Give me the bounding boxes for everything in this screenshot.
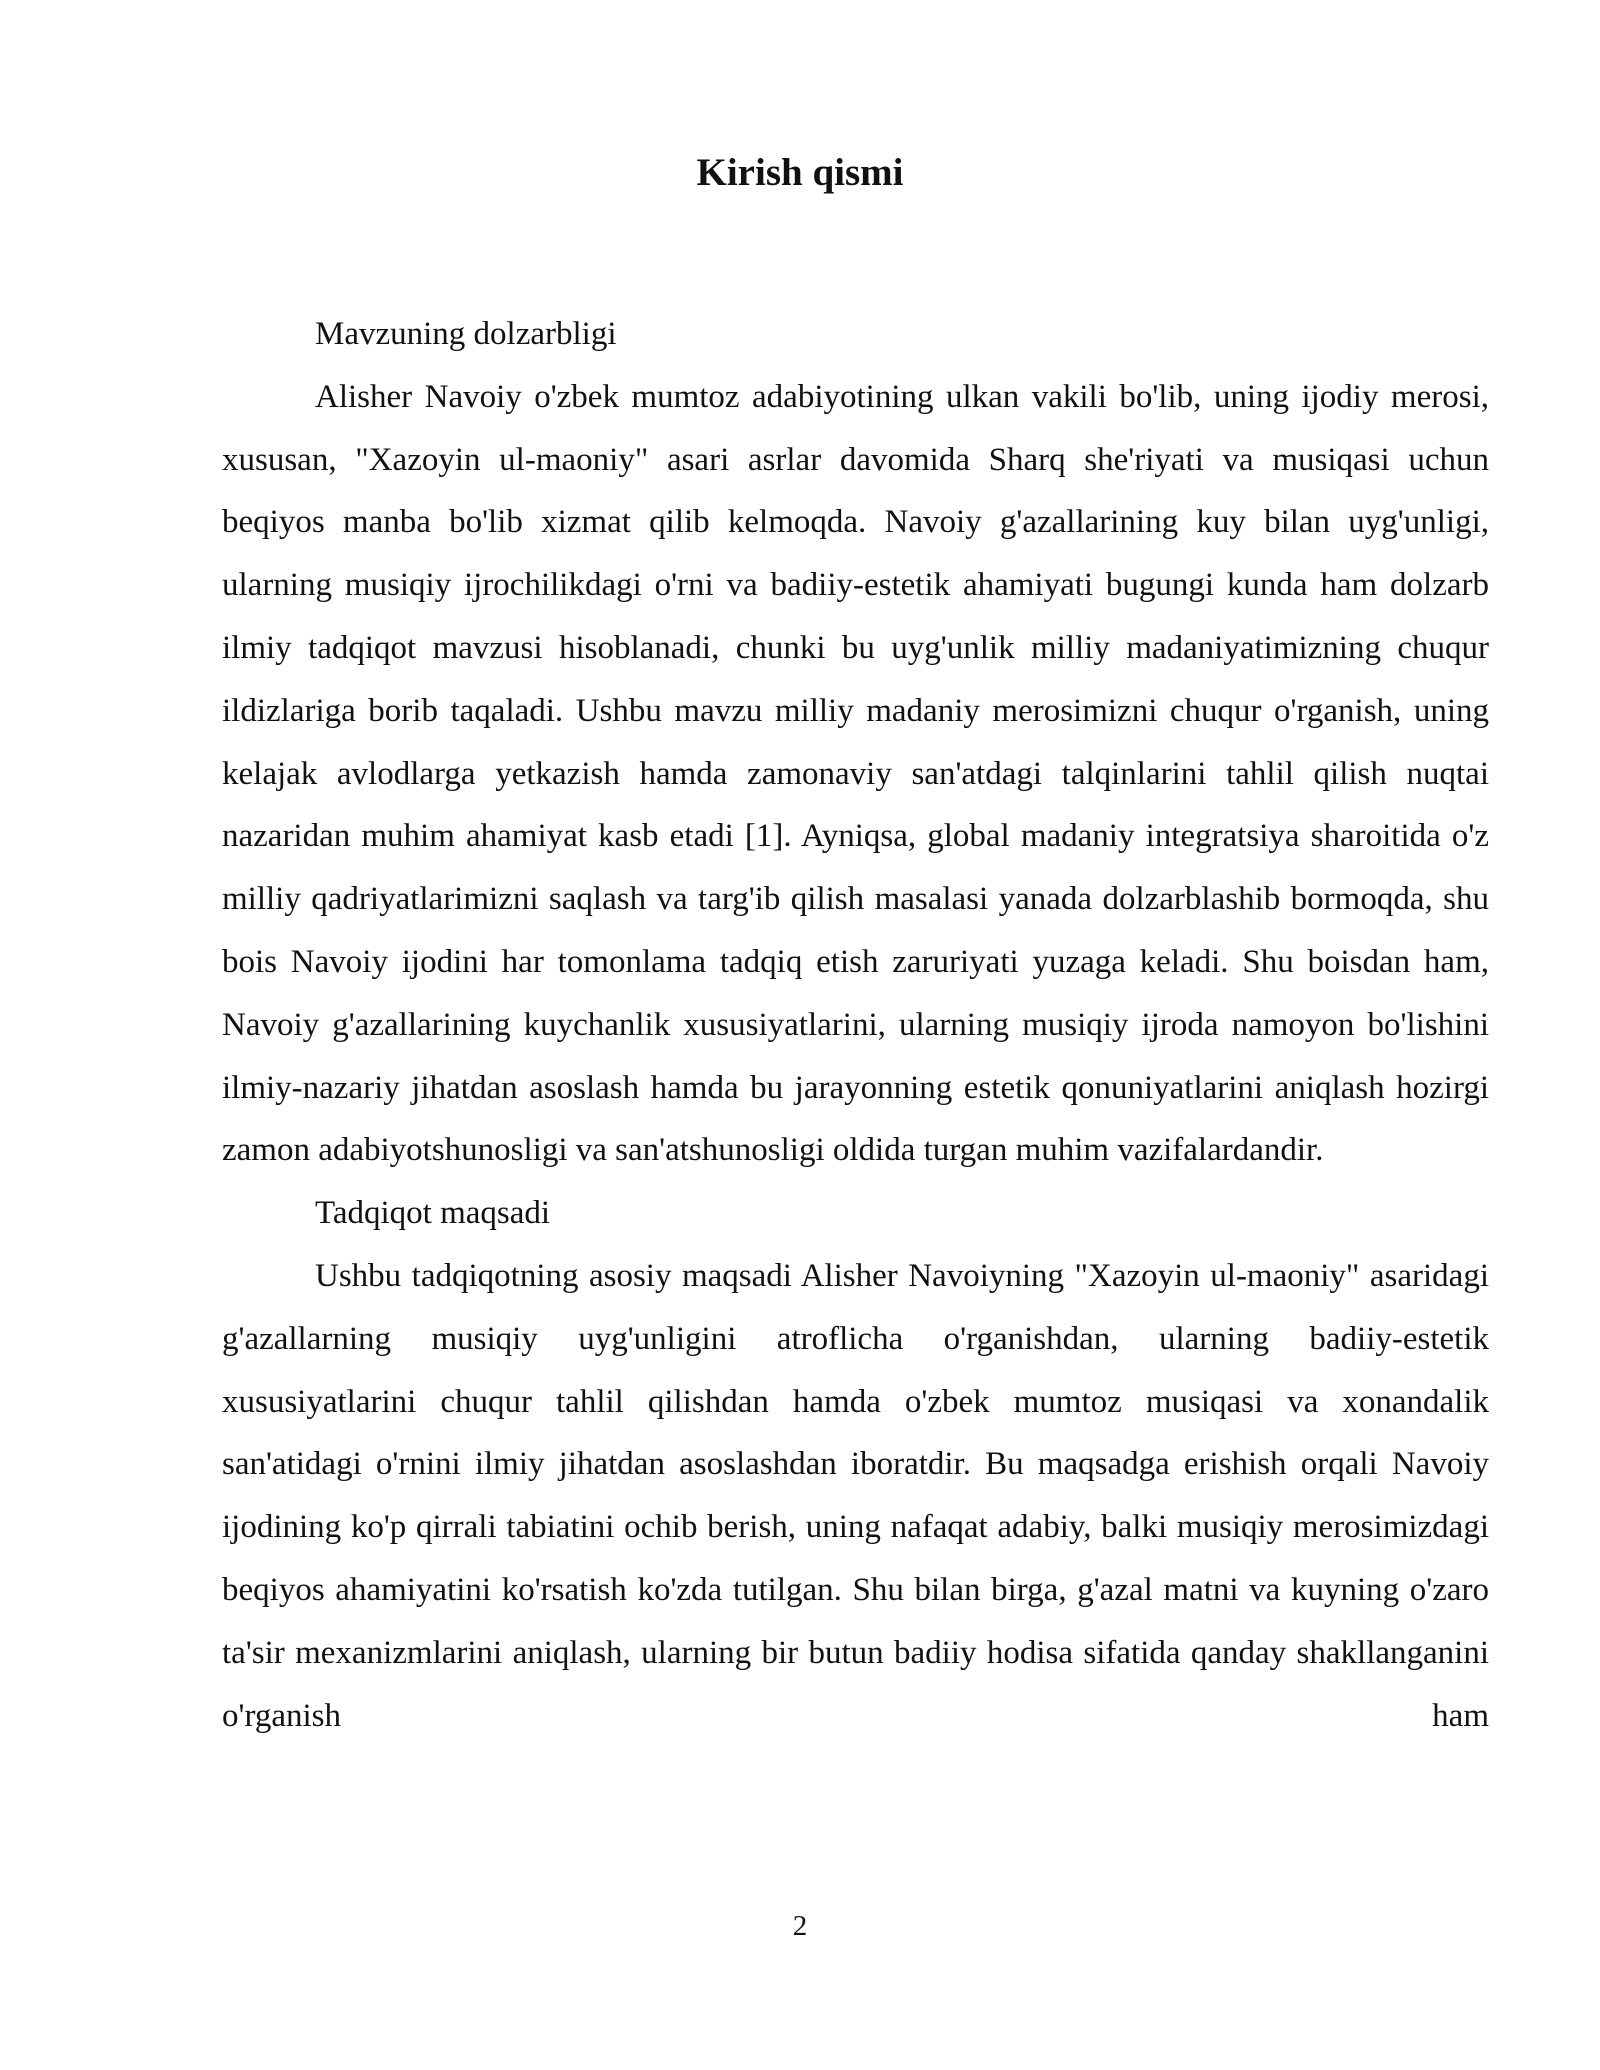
page-number: 2 [792,1910,808,1942]
section-heading-maqsadi: Tadqiqot maqsadi [315,1195,551,1232]
document-body [222,303,1489,1747]
section-paragraph-dolzarbligi: Alisher Navoiy o'zbek mumtoz adabiyotining ulkan vakili bo'lib, uning ijodiy merosi, xususan, "Xazoyin ul-maoniy" asari asrlar davomida Sharq she'riyati va musiqasi uchun beqiyos manba bo'lib xizmat qilib kelmoqda. Navoiy g'azallarining kuy bilan uyg'unligi, ularning musiqiy ijrochilikdagi o'rni va badiiy-estetik ahamiyati bugungi kunda ham dolzarb ilmiy tadqiqot mavzusi hisoblanadi, chunki bu uyg'unlik milliy madaniyatimizning chuqur ildizlariga borib taqaladi. Ushbu mavzu milliy madaniy merosimizni chuqur o'rganish, uning kelajak avlodlarga yetkazish hamda zamonaviy san'atdagi talqinlarini tahlil qilish nuqtai nazaridan muhim ahamiyat kasb etadi [1]. Ayniqsa, global madaniy integratsiya sharoitida o'z milliy qadriyatlarimizni saqlash va targ'ib qilish masalasi yanada dolzarblashib bormoqda, shu bois Navoiy ijodini har tomonlama tadqiq etish zaruriyati yuzaga keladi. Shu boisdan ham, Navoiy g'azallarining kuychanlik xususiyatlarini, ularning musiqiy ijroda namoyon bo'lishini ilmiy-nazariy jihatdan asoslash hamda bu jarayonning estetik qonuniyatlarini aniqlash hozirgi zamon adabiyotshunosligi va san'atshunosligi oldida turgan muhim vazifalardandir. [222,378,1489,1169]
section-paragraph-maqsadi: Ushbu tadqiqotning asosiy maqsadi Alisher Navoiyning "Xazoyin ul-maoniy" asaridagi g'azallarning musiqiy uyg'unligini atroflicha o'rganishdan, ularning badiiy-estetik xususiyatlarini chuqur tahlil qilishdan hamda o'zbek mumtoz musiqasi va xonandalik san'atidagi o'rnini ilmiy jihatdan asoslashdan iboratdir. Bu maqsadga erishish orqali Navoiy ijodining ko'p qirrali tabiatini ochib berish, uning nafaqat adabiy, balki musiqiy merosimizdagi beqiyos ahamiyatini ko'rsatish ko'zda tutilgan. Shu bilan birga, g'azal matni va kuyning o'zaro ta'sir mexanizmlarini aniqlash, ularning bir butun badiiy hodisa sifatida qanday shakllanganini o'rganish ham [222,1257,1489,1734]
page-title: Kirish qismi [696,151,904,194]
section-heading-dolzarbligi: Mavzuning dolzarbligi [315,316,617,352]
